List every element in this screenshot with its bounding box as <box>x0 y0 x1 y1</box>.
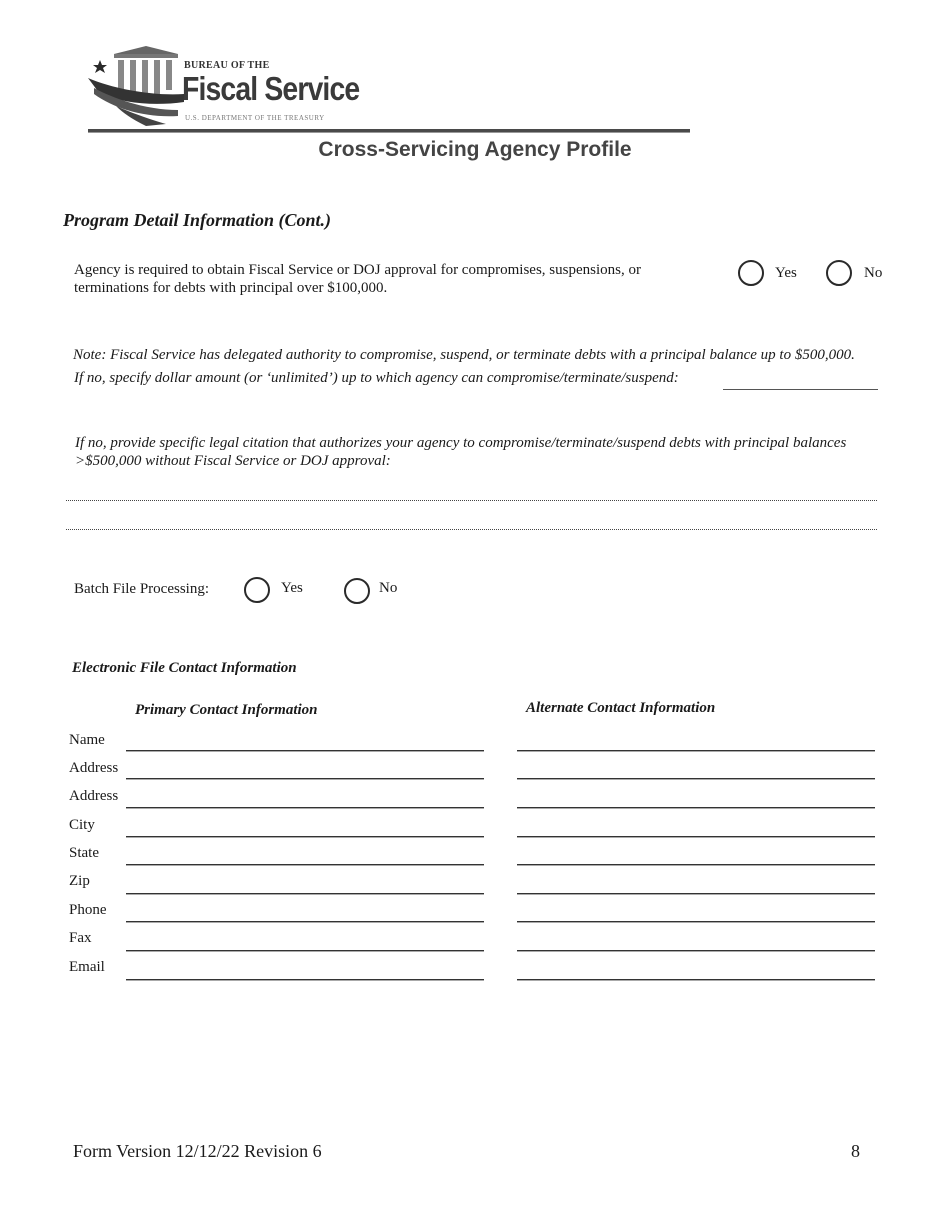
primary-name-input[interactable] <box>126 750 484 752</box>
field-label-state: State <box>69 845 99 861</box>
primary-state-input[interactable] <box>126 864 484 866</box>
legal-citation-line1: If no, provide specific legal citation that authorizes your agency to compromise/terminate/suspend debts with principal balances <box>75 435 847 451</box>
amount-prompt: If no, specify dollar amount (or ‘unlimited’) up to which agency can compromise/terminate/suspend: <box>74 370 679 386</box>
batch-processing-label: Batch File Processing: <box>74 581 209 597</box>
page-title: Cross-Servicing Agency Profile <box>318 138 632 161</box>
primary-email-input[interactable] <box>126 979 484 981</box>
field-label-phone: Phone <box>69 902 107 918</box>
approval-yes-radio[interactable] <box>738 260 764 286</box>
field-label-name: Name <box>69 732 105 748</box>
logo-name-text: Fiscal Service <box>182 70 360 107</box>
approval-no-radio[interactable] <box>826 260 852 286</box>
batch-yes-radio[interactable] <box>244 577 270 603</box>
field-label-address: Address <box>69 760 119 776</box>
field-label-city: City <box>69 817 95 833</box>
treasury-building-icon <box>86 44 186 128</box>
batch-yes-label: Yes <box>281 580 303 596</box>
field-label-zip: Zip <box>69 873 90 889</box>
field-label-fax: Fax <box>69 930 92 946</box>
batch-no-label: No <box>379 580 398 596</box>
legal-citation-input-line-1[interactable] <box>66 499 877 501</box>
approval-yes-label: Yes <box>775 265 797 281</box>
primary-city-input[interactable] <box>126 836 484 838</box>
primary-phone-input[interactable] <box>126 921 484 923</box>
logo-dept-text: U.S. DEPARTMENT OF THE TREASURY <box>185 114 325 122</box>
alternate-zip-input[interactable] <box>517 893 875 895</box>
alternate-contact-heading: Alternate Contact Information <box>526 700 716 716</box>
approval-question-line1: Agency is required to obtain Fiscal Service or DOJ approval for compromises, suspensions, or <box>74 262 641 278</box>
section-heading: Program Detail Information (Cont.) <box>63 210 332 230</box>
alternate-address-2-input[interactable] <box>517 807 875 809</box>
fiscal-service-logo <box>86 44 360 128</box>
batch-no-radio[interactable] <box>344 578 370 604</box>
approval-question-line2: terminations for debts with principal over $100,000. <box>74 280 388 296</box>
alternate-email-input[interactable] <box>517 979 875 981</box>
contact-section-heading: Electronic File Contact Information <box>72 660 297 676</box>
alternate-state-input[interactable] <box>517 864 875 866</box>
primary-address-input[interactable] <box>126 778 484 780</box>
approval-no-label: No <box>864 265 883 281</box>
header-rule <box>88 129 690 133</box>
delegation-note: Note: Fiscal Service has delegated authority to compromise, suspend, or terminate debts with a principal balance up to $500,000. <box>73 347 855 363</box>
alternate-city-input[interactable] <box>517 836 875 838</box>
alternate-address-input[interactable] <box>517 778 875 780</box>
logo-bureau-text: BUREAU OF THE <box>184 60 270 71</box>
primary-fax-input[interactable] <box>126 950 484 952</box>
legal-citation-prompt <box>75 434 895 470</box>
alternate-phone-input[interactable] <box>517 921 875 923</box>
amount-input-line[interactable] <box>723 389 878 390</box>
alternate-name-input[interactable] <box>517 750 875 752</box>
field-label-email: Email <box>69 959 105 975</box>
primary-zip-input[interactable] <box>126 893 484 895</box>
page-number: 8 <box>851 1141 860 1161</box>
legal-citation-line2: >$500,000 without Fiscal Service or DOJ approval: <box>75 453 391 469</box>
primary-contact-heading: Primary Contact Information <box>135 702 318 718</box>
approval-question <box>74 261 694 297</box>
alternate-fax-input[interactable] <box>517 950 875 952</box>
field-label-address-2: Address <box>69 788 119 804</box>
form-version: Form Version 12/12/22 Revision 6 <box>73 1141 322 1161</box>
legal-citation-input-line-2[interactable] <box>66 528 877 530</box>
primary-address-2-input[interactable] <box>126 807 484 809</box>
